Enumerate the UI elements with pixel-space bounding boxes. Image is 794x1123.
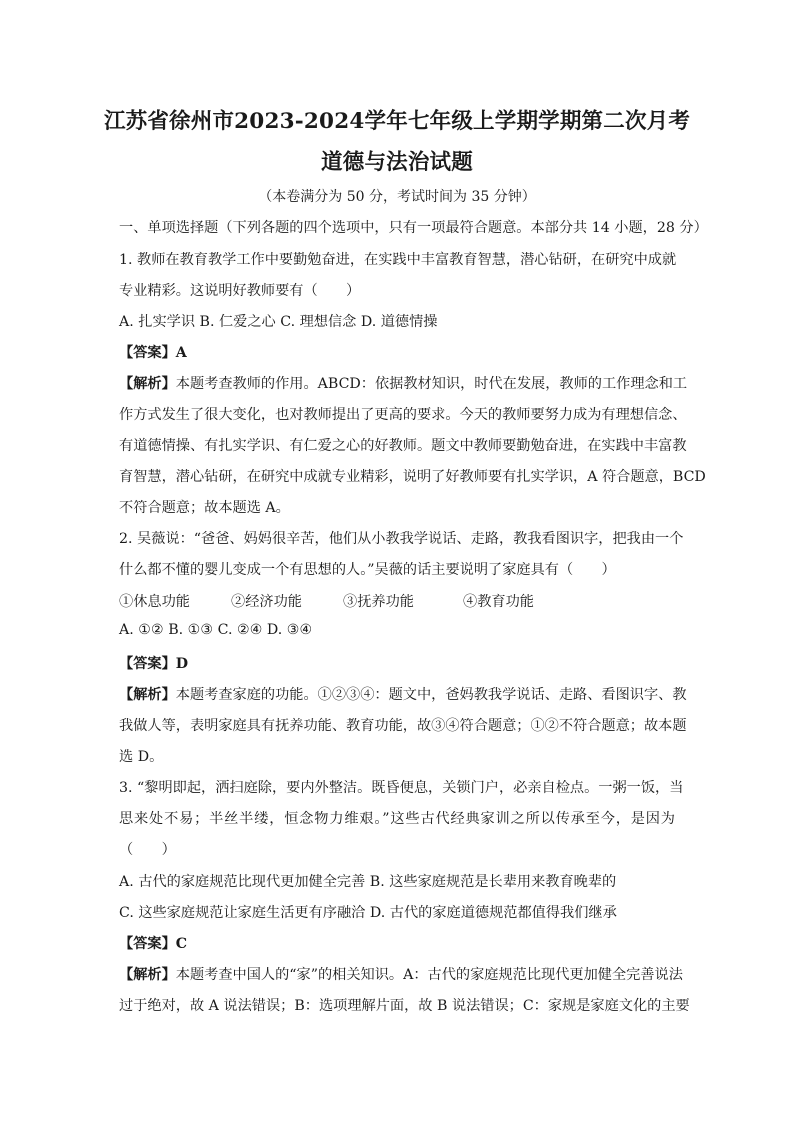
q2-stem-line1: 2. 吴薇说：“爸爸、妈妈很辛苦，他们从小教我学说话、走路，教我看图识字，把我由一个 xyxy=(119,531,684,547)
q3-options-line2: C. 这些家庭规范让家庭生活更有序融洽 D. 古代的家庭道德规范都值得我们继承 xyxy=(119,905,617,921)
q1-analysis-line4: 育智慧，潜心钻研，在研究中成就专业精彩，说明了好教师要有扎实学识，A 符合题意，BCD xyxy=(119,469,706,485)
exam-title-line2: 道德与法治试题 xyxy=(321,150,473,175)
q2-analysis-line3: 选 D。 xyxy=(119,749,164,765)
q3-analysis-line2: 过于绝对，故 A 说法错误；B：选项理解片面，故 B 说法错误；C：家规是家庭文化的主要 xyxy=(119,998,690,1014)
section-heading: 一、单项选择题（下列各题的四个选项中，只有一项最符合题意。本部分共 14 小题，28 分） xyxy=(119,220,708,236)
q2-analysis-label: 【解析】 xyxy=(119,687,176,703)
q2-options: A. ①② B. ①③ C. ②④ D. ③④ xyxy=(119,622,313,638)
q3-analysis-text: 本题考查中国人的“家”的相关知识。A：古代的家庭规范比现代更加健全完善说法 xyxy=(175,967,683,983)
q1-analysis-text: 本题考查教师的作用。ABCD：依据教材知识，时代在发展，教师的工作理念和工 xyxy=(175,376,688,392)
q2-analysis-line2: 我做人等，表明家庭具有抚养功能、教育功能，故③④符合题意；①②不符合题意；故本题 xyxy=(119,718,687,734)
q2-item-2: ②经济功能 xyxy=(231,594,302,610)
q2-item-4: ④教育功能 xyxy=(463,594,534,610)
q2-analysis-line1 xyxy=(119,684,687,704)
q3-stem-line1: 3. “黎明即起，洒扫庭除，要内外整洁。既昏便息，关锁门户，必亲自检点。一粥一饭，当 xyxy=(119,780,684,796)
q3-analysis-line1 xyxy=(119,964,683,984)
q2-answer: 【答案】D xyxy=(119,656,189,672)
q3-analysis-label: 【解析】 xyxy=(119,967,176,983)
q1-analysis-line2: 作方式发生了很大变化，也对教师提出了更高的要求。今天的教师要努力成为有理想信念、 xyxy=(119,407,687,423)
q2-item-3: ③抚养功能 xyxy=(343,594,414,610)
q2-stem-line2: 什么都不懂的婴儿变成一个有思想的人。”吴薇的话主要说明了家庭具有（ ） xyxy=(119,562,616,578)
q1-stem-line2: 专业精彩。这说明好教师要有（ ） xyxy=(119,283,361,299)
q1-analysis-line3: 有道德情操、有扎实学识、有仁爱之心的好教师。题文中教师要勤勉奋进，在实践中丰富教 xyxy=(119,438,687,454)
q3-stem-line2: 思来处不易；半丝半缕，恒念物力维艰。”这些古代经典家训之所以传承至今，是因为 xyxy=(119,811,675,827)
q1-analysis-line5: 不符合题意；故本题选 A。 xyxy=(119,500,290,516)
q2-item-1: ①休息功能 xyxy=(119,594,190,610)
exam-title-line1: 江苏省徐州市2023-2024学年七年级上学期学期第二次月考 xyxy=(103,109,691,134)
q2-analysis-text: 本题考查家庭的功能。①②③④：题文中，爸妈教我学说话、走路、看图识字、教 xyxy=(175,687,687,703)
q3-answer: 【答案】C xyxy=(119,936,188,952)
q1-analysis-label: 【解析】 xyxy=(119,376,176,392)
q3-stem-line3: （ ） xyxy=(119,842,176,858)
q1-stem-line1: 1. 教师在教育教学工作中要勤勉奋进，在实践中丰富教育智慧，潜心钻研，在研究中成就 xyxy=(119,252,677,268)
q1-analysis-line1 xyxy=(119,373,688,393)
q3-options-line1: A. 古代的家庭规范比现代更加健全完善 B. 这些家庭规范是长辈用来教育晚辈的 xyxy=(119,874,617,890)
exam-subtitle: （本卷满分为 50 分，考试时间为 35 分钟） xyxy=(258,189,536,205)
q1-answer: 【答案】A xyxy=(119,345,187,361)
q1-options: A. 扎实学识 B. 仁爱之心 C. 理想信念 D. 道德情操 xyxy=(119,314,438,330)
q2-items xyxy=(119,591,534,611)
